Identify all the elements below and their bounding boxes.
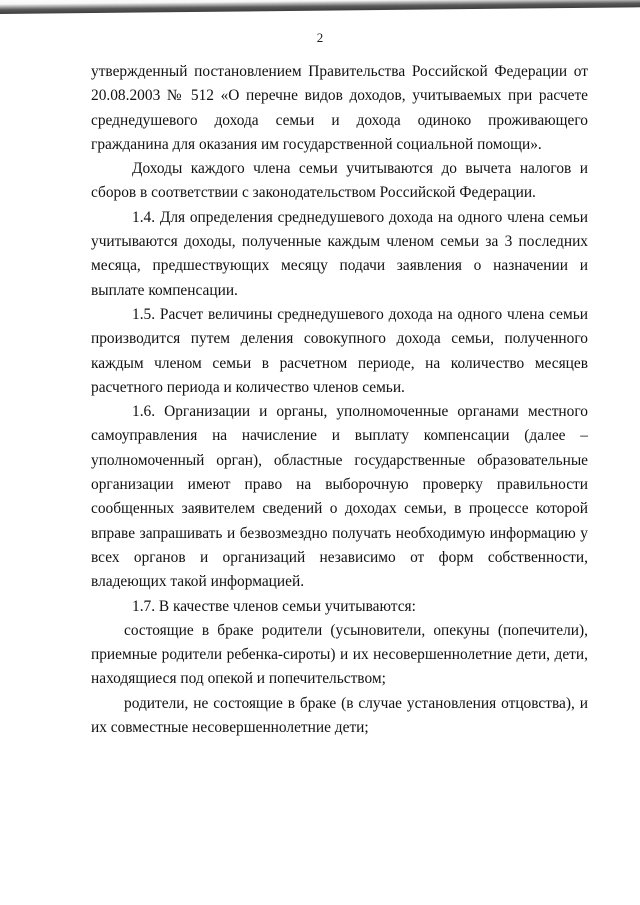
paragraph-married-parents: состоящие в браке родители (усыновители, опекуны (попечители), приемные родители ребенка-сироты) и их несовершеннолетние дети, дети, находящиеся под опекой и попечительством; — [91, 621, 588, 688]
paragraph-unmarried-parents: родители, не состоящие в браке (в случае установления отцовства), и их совместные несовершеннолетние дети; — [91, 694, 588, 737]
paragraph-1-5: 1.5. Расчет величины среднедушевого дохода на одного члена семьи производится путем деления совокупного дохода семьи, полученного каждым членом семьи в расчетном периоде, на количество месяцев расчетного периода и количество членов семьи. — [91, 305, 588, 396]
paragraph-1-4: 1.4. Для определения среднедушевого дохода на одного члена семьи учитываются доходы, полученные каждым членом семьи за 3 последних месяца, предшествующих месяцу подачи заявления о назначении и выплате компенсации. — [91, 208, 588, 299]
paragraph-1-7: 1.7. В качестве членов семьи учитываются: — [132, 597, 416, 615]
scan-edge-line — [0, 0, 640, 14]
paragraph-1-6: 1.6. Организации и органы, уполномоченные органами местного самоуправления на начисление и выплату компенсации (далее – уполномоченный орган), областные государственные образовательные организации имеют право на выборочную проверку правильности сообщенных заявителем сведений о доходах семьи, в процессе которой вправе запрашивать и безвозмездно получать необходимую информацию у всех органов и организаций независимо от форм собственности, владеющих такой информацией. — [91, 403, 588, 591]
page-number: 2 — [316, 30, 324, 45]
paragraph-taxes: Доходы каждого члена семьи учитываются до вычета налогов и сборов в соответствии с законодательством Российской Федерации. — [91, 160, 588, 202]
paragraph-continuation: утвержденный постановлением Правительства Российской Федерации от 20.08.2003 № 512 «О перечне видов доходов, учитываемых при расчете среднедушевого дохода семьи и дохода одиноко проживающего гражданина для оказания им государственной социальной помощи». — [91, 63, 588, 153]
document-body — [91, 60, 588, 740]
